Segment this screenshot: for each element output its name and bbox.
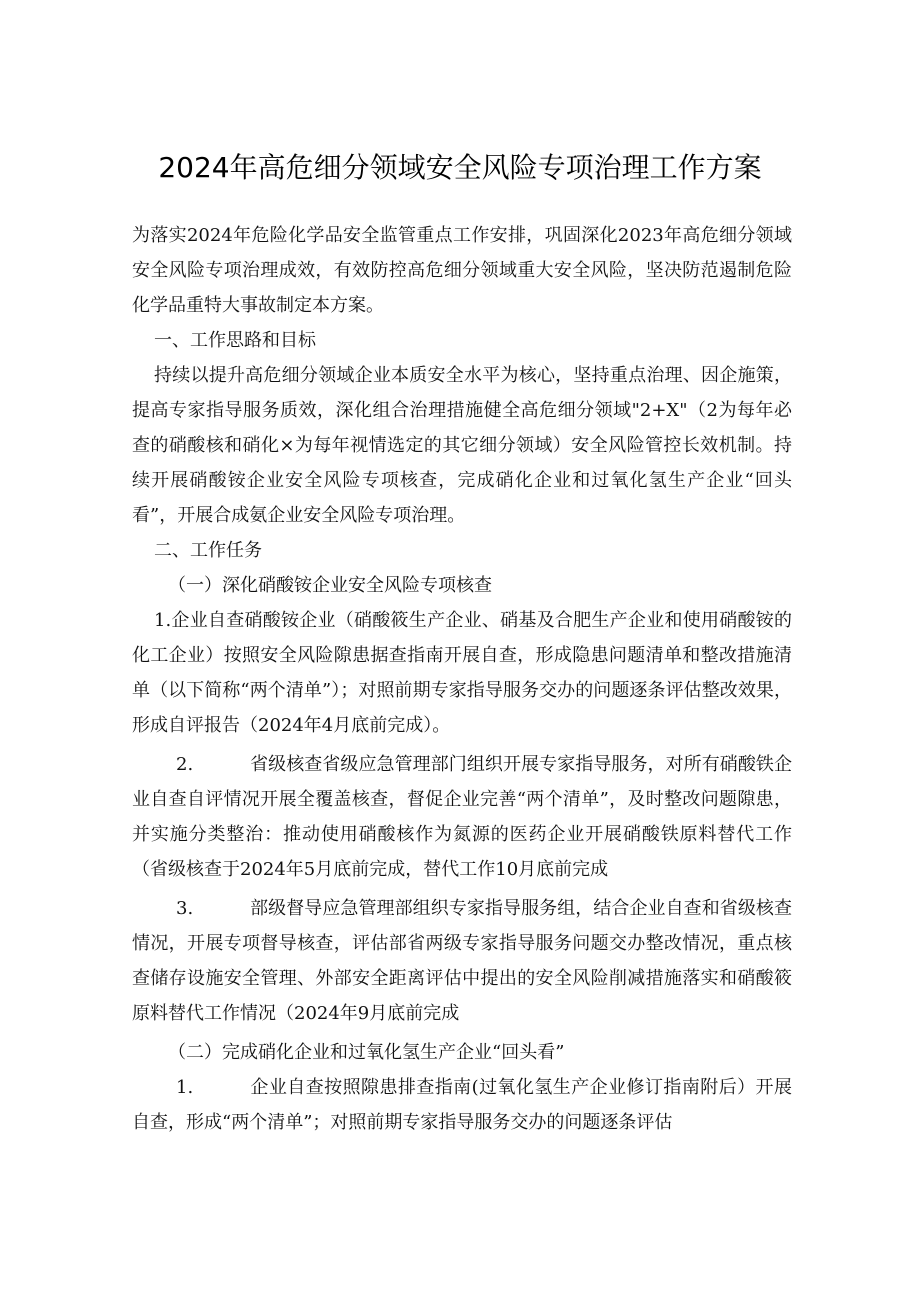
document-body bbox=[132, 218, 792, 1140]
subsection2-heading: （二）完成硝化企业和过氧化氢生产企业“回头看” bbox=[168, 1042, 565, 1063]
document-title: 2024年高危细分领域安全风险专项治理工作方案 bbox=[158, 151, 762, 184]
item-2-1-paragraph bbox=[132, 1070, 792, 1140]
section1-paragraph: 持续以提升高危细分领域企业本质安全水平为核心，坚持重点治理、因企施策，提高专家指导服务质效，深化组合治理措施健全高危细分领域"2+X"（2为每年必查的硝酸核和硝化×为每年视情选定的其它细分领域）安全风险管控长效机制。持续开展硝酸铵企业安全风险专项核查，完成硝化企业和过氧化氢生产企业“回头看”，开展合成氨企业安全风险专项治理。 bbox=[132, 365, 792, 526]
section1-heading: 一、工作思路和目标 bbox=[154, 330, 316, 351]
item-2-1-number: 1. bbox=[176, 1077, 194, 1098]
item-1-3-text: 部级督导应急管理部组织专家指导服务组，结合企业自查和省级核查情况，开展专项督导核查，评估部省两级专家指导服务问题交办整改情况，重点核查储存设施安全管理、外部安全距离评估中提出的安全风险削减措施落实和硝酸筱原料替代工作情况（2024年9月底前完成 bbox=[132, 898, 792, 1024]
item-1-3-number: 3. bbox=[176, 898, 194, 919]
intro-paragraph: 为落实2024年危险化学品安全监管重点工作安排，巩固深化2023年高危细分领域安全风险专项治理成效，有效防控高危细分领域重大安全风险，坚决防范遏制危险化学品重特大事故制定本方案。 bbox=[132, 225, 792, 316]
item-1-2-text: 省级核查省级应急管理部门组织开展专家指导服务，对所有硝酸铁企业自查自评情况开展全覆盖核查，督促企业完善“两个清单”，及时整改问题隙患，并实施分类整治：推动使用硝酸核作为氮源的医药企业开展硝酸铁原料替代工作（省级核查于2024年5月底前完成，替代工作10月底前完成 bbox=[132, 754, 792, 880]
subsection1-heading: （一）深化硝酸铵企业安全风险专项核查 bbox=[168, 575, 492, 596]
item-2-1-text: 企业自查按照隙患排查指南(过氧化氢生产企业修订指南附后）开展自查，形成“两个清单”；对照前期专家指导服务交办的问题逐条评估 bbox=[132, 1077, 792, 1133]
item-1-2-paragraph bbox=[132, 747, 792, 887]
section2-heading: 二、工作任务 bbox=[154, 540, 262, 561]
item-1-1-paragraph: 1.企业自查硝酸铵企业（硝酸筱生产企业、硝基及合肥生产企业和使用硝酸铵的化工企业）按照安全风险隙患据查指南开展自查，形成隐患问题清单和整改措施清单（以下简称“两个清单”）；对照前期专家指导服务交办的问题逐条评估整改效果，形成自评报告（2024年4月底前完成）。 bbox=[132, 610, 792, 736]
item-1-2-number: 2. bbox=[176, 754, 194, 775]
item-1-3-paragraph bbox=[132, 891, 792, 1031]
